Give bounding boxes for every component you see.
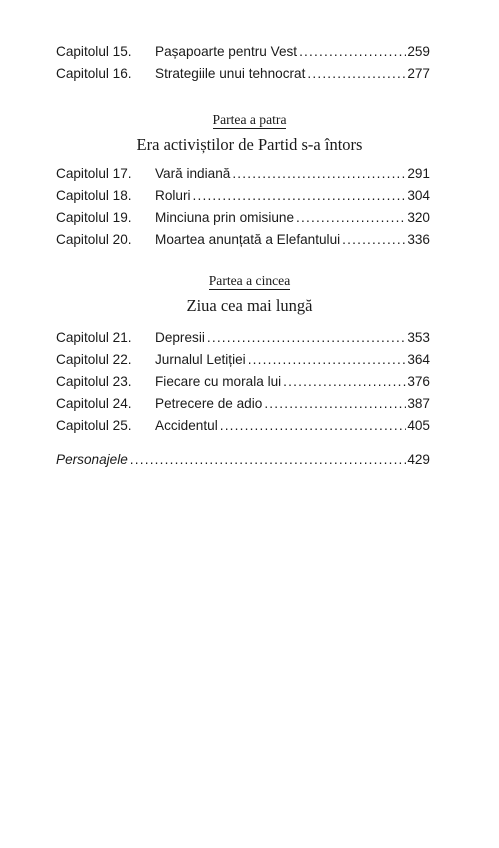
toc-chapter-number: Capitolul 24.: [56, 396, 132, 411]
part-four-title: Era activiștilor de Partid s-a întors: [136, 135, 363, 154]
toc-chapter-number: Capitolul 16.: [56, 66, 132, 81]
toc-chapter-number: Capitolul 15.: [56, 44, 132, 59]
toc-entry: [56, 327, 430, 349]
toc-entry: [56, 349, 430, 371]
toc-section-part-four: [56, 163, 430, 251]
toc-entry: [56, 393, 430, 415]
part-four-label: [0, 112, 499, 128]
toc-leader-dots: [220, 415, 407, 437]
toc-page-number: 277: [407, 66, 430, 81]
toc-leader-dots: [296, 207, 406, 229]
toc-entry: [56, 163, 430, 185]
toc-chapter-number: Capitolul 17.: [56, 166, 132, 181]
toc-section-part-five: [56, 327, 430, 437]
toc-leader-dots: [130, 449, 407, 471]
toc-leader-dots: [283, 371, 406, 393]
toc-chapter-number: Capitolul 21.: [56, 330, 132, 345]
toc-chapter-title: Petrecere de adio: [155, 396, 263, 411]
toc-entry: [56, 63, 430, 85]
toc-entry: [56, 41, 430, 63]
toc-chapter-title: Strategiile unui tehnocrat: [155, 66, 306, 81]
toc-chapter-number: Capitolul 20.: [56, 232, 132, 247]
toc-page-number: 353: [407, 330, 430, 345]
toc-chapter-title: Accidentul: [155, 418, 218, 433]
toc-chapter-title: Roluri: [155, 188, 191, 203]
part-five-label-text: Partea a cincea: [208, 273, 291, 288]
toc-page-number: 429: [407, 452, 430, 467]
part-five-label: [0, 273, 499, 289]
toc-chapter-number: Capitolul 18.: [56, 188, 132, 203]
toc-section-appendix: [56, 449, 430, 471]
toc-chapter-number: Capitolul 25.: [56, 418, 132, 433]
toc-leader-dots: [299, 41, 406, 63]
toc-entry: [56, 229, 430, 251]
toc-page-number: 291: [407, 166, 430, 181]
toc-chapter-number: Capitolul 22.: [56, 352, 132, 367]
toc-page-number: 304: [407, 188, 430, 203]
toc-leader-dots: [248, 349, 407, 371]
part-five-title: Ziua cea mai lungă: [186, 296, 313, 315]
toc-page-number: 364: [407, 352, 430, 367]
toc-leader-dots: [207, 327, 406, 349]
toc-leader-dots: [264, 393, 406, 415]
toc-chapter-title: Pașapoarte pentru Vest: [155, 44, 298, 59]
toc-chapter-title: Moartea anunțată a Elefantului: [155, 232, 341, 247]
toc-chapter-number: Capitolul 23.: [56, 374, 132, 389]
toc-chapter-title: Minciuna prin omisiune: [155, 210, 295, 225]
toc-leader-dots: [232, 163, 406, 185]
toc-entry: [56, 371, 430, 393]
toc-chapter-number: Capitolul 19.: [56, 210, 132, 225]
toc-entry: [56, 185, 430, 207]
toc-page-number: 259: [407, 44, 430, 59]
toc-chapter-title: Vară indiană: [155, 166, 231, 181]
toc-section-continued: [56, 41, 430, 85]
toc-entry: [56, 207, 430, 229]
toc-leader-dots: [307, 63, 406, 85]
part-four-label-text: Partea a patra: [212, 112, 287, 127]
toc-page-number: 376: [407, 374, 430, 389]
toc-appendix-title: Personajele: [56, 452, 128, 467]
toc-page-number: 405: [407, 418, 430, 433]
toc-leader-dots: [193, 185, 407, 207]
toc-entry: [56, 415, 430, 437]
toc-leader-dots: [342, 229, 406, 251]
toc-chapter-title: Fiecare cu morala lui: [155, 374, 282, 389]
toc-chapter-title: Depresii: [155, 330, 205, 345]
toc-page-number: 336: [407, 232, 430, 247]
toc-chapter-title: Jurnalul Letiției: [155, 352, 246, 367]
toc-page-number: 387: [407, 396, 430, 411]
toc-page-number: 320: [407, 210, 430, 225]
toc-entry-appendix: [56, 449, 430, 471]
